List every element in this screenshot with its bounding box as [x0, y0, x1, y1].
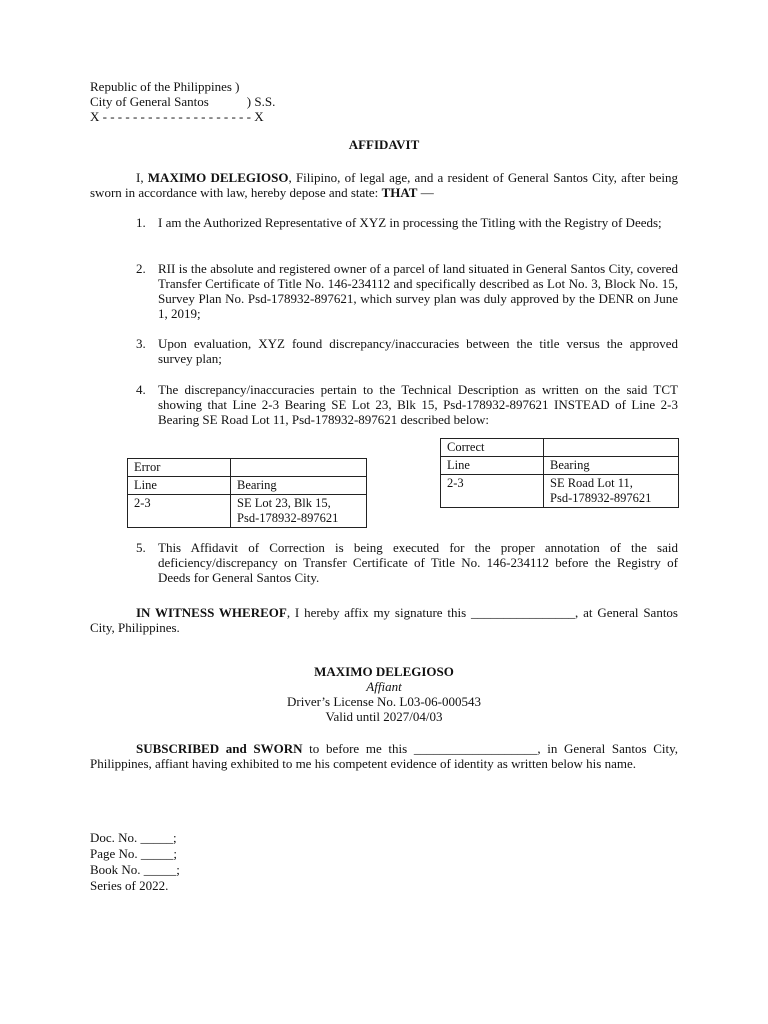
notary-book-no: Book No. _____; [90, 862, 180, 877]
document-title: AFFIDAVIT [348, 137, 420, 152]
signatory-name: MAXIMO DELEGIOSO [314, 664, 454, 679]
list-item [136, 540, 678, 585]
notary-doc-no: Doc. No. _____; [90, 830, 177, 845]
notary-page-no: Page No. _____; [90, 846, 178, 861]
correct-table-blank [544, 439, 679, 457]
intro-that: THAT [381, 185, 418, 200]
item-number: 1. [136, 215, 146, 230]
correct-line-value: 2-3 [441, 475, 544, 508]
error-table [127, 458, 367, 528]
subscribed-text: to before me this ___________________, in General Santos City, Philippines, affiant having exhibited to me his competent evidence of identity as written below his name. [90, 741, 678, 771]
table-row [128, 495, 367, 528]
intro-body: , Filipino, of legal age, and a resident of General Santos City, after being sworn in accordance with law, hereby depose and state: [90, 170, 678, 200]
correct-table [440, 438, 679, 508]
item-text: I am the Authorized Representative of XYZ in processing the Titling with the Registry of Deeds; [158, 215, 662, 230]
notary-series: Series of 2022. [90, 878, 169, 893]
error-bearing-1: SE Lot 23, Blk 15, [237, 496, 331, 510]
list-item [136, 261, 678, 321]
error-col-line: Line [128, 477, 231, 495]
list-item [136, 382, 678, 427]
item-number: 3. [136, 336, 146, 351]
venue-city: City of General Santos [90, 94, 209, 109]
signatory-valid-until: Valid until 2027/04/03 [325, 709, 443, 724]
correct-table-title: Correct [441, 439, 544, 457]
item-text: RII is the absolute and registered owner of a parcel of land situated in General Santos City, covered Transfer Certificate of Title No. 146-234112 and specifically described as Lot No. 3, Block No. 15, Survey Plan No. Psd-178932-897621, which survey plan was duly approved by the DENR on June 1, 2019; [158, 261, 678, 321]
list-item [136, 336, 678, 366]
venue-header [90, 79, 390, 124]
subscribed-lead: SUBSCRIBED and SWORN [136, 741, 303, 756]
notary-block [90, 830, 390, 894]
list-item [136, 215, 678, 230]
witness-text: , I hereby affix my signature this ________________, at General Santos City, Philippines. [90, 605, 678, 635]
correct-bearing-1: SE Road Lot 11, [550, 476, 633, 490]
error-bearing-value [231, 495, 367, 528]
venue-line-separator: X - - - - - - - - - - - - - - - - - - - - X [90, 109, 264, 124]
error-col-bearing: Bearing [231, 477, 367, 495]
intro-paragraph [90, 170, 678, 200]
error-bearing-2: Psd-178932-897621 [237, 511, 339, 525]
error-table-blank [231, 459, 367, 477]
error-line-value: 2-3 [128, 495, 231, 528]
item-number: 2. [136, 261, 146, 276]
item-number: 5. [136, 540, 146, 555]
correct-col-line: Line [441, 457, 544, 475]
signatory-license: Driver’s License No. L03-06-000543 [287, 694, 481, 709]
correct-bearing-value [544, 475, 679, 508]
signatory-role: Affiant [366, 679, 402, 694]
item-text: This Affidavit of Correction is being executed for the proper annotation of the said deficiency/discrepancy on Transfer Certificate of Title No. 146-234112 before the Registry of Deeds for General Santos City. [158, 540, 678, 585]
subscribed-paragraph [90, 741, 678, 771]
correct-bearing-2: Psd-178932-897621 [550, 491, 652, 505]
table-row [441, 475, 679, 508]
venue-ss: ) S.S. [246, 94, 276, 109]
venue-line-republic: Republic of the Philippines ) [90, 79, 240, 94]
item-number: 4. [136, 382, 146, 397]
item-text: The discrepancy/inaccuracies pertain to the Technical Description as written on the said TCT showing that Line 2-3 Bearing SE Lot 23, Blk 15, Psd-178932-897621 INSTEAD of Line 2-3 Bearing SE Road Lot 11, Psd-178932-897621 described below: [158, 382, 678, 427]
witness-paragraph [90, 605, 678, 635]
intro-suffix: — [417, 185, 434, 200]
affiant-name-intro: MAXIMO DELEGIOSO [147, 170, 289, 185]
intro-prefix: I, [136, 170, 148, 185]
item-text: Upon evaluation, XYZ found discrepancy/inaccuracies between the title versus the approved survey plan; [158, 336, 678, 366]
witness-lead: IN WITNESS WHEREOF [136, 605, 287, 620]
correct-col-bearing: Bearing [544, 457, 679, 475]
venue-line-city [90, 94, 390, 109]
error-table-title: Error [128, 459, 231, 477]
